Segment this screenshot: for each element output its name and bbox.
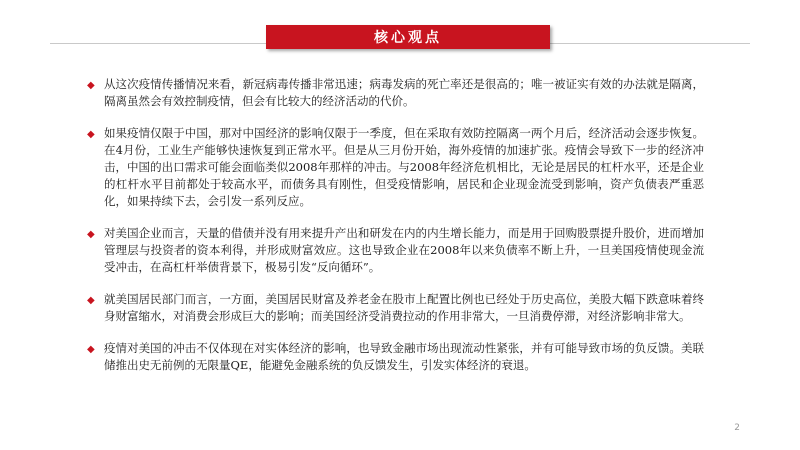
diamond-bullet-icon: ◆ [87, 344, 95, 355]
bullet-item [87, 225, 704, 276]
bullet-item [87, 291, 704, 325]
bullet-item [87, 76, 704, 110]
bullet-item [87, 340, 704, 374]
bullet-text: 对美国企业而言，天量的借债并没有用来提升产出和研发在内的内生增长能力，而是用于回购股票提升股价，进而增加管理层与投资者的资本利得，并形成财富效应。这也导致企业在2008年以来负债率不断上升，一旦美国疫情使现金流受冲击，在高杠杆举债背景下，极易引发“反向循环”。 [104, 226, 704, 274]
diamond-bullet-icon: ◆ [87, 129, 95, 140]
page-title: 核心观点 [374, 30, 442, 46]
bullet-text: 如果疫情仅限于中国，那对中国经济的影响仅限于一季度，但在采取有效防控隔离一两个月后，经济活动会逐步恢复。在4月份，工业生产能够快速恢复到正常水平。但是从三月份开始，海外疫情的加速扩张。疫情会导致下一步的经济冲击，中国的出口需求可能会面临类似2008年那样的冲击。与2008年经济危机相比，无论是居民的杠杆水平，还是企业的杠杆水平目前都处于较高水平，而债务具有刚性，但受疫情影响，居民和企业现金流受到影响，资产负债表严重恶化，如果持续下去，会引发一系列反应。 [104, 126, 704, 208]
bullet-text: 从这次疫情传播情况来看，新冠病毒传播非常迅速；病毒发病的死亡率还是很高的；唯一被证实有效的办法就是隔离，隔离虽然会有效控制疫情，但会有比较大的经济活动的代价。 [104, 77, 704, 108]
bullet-item [87, 125, 704, 210]
page-number: 2 [734, 423, 740, 433]
bullet-list [87, 76, 704, 389]
bullet-text: 就美国居民部门而言，一方面，美国居民财富及养老金在股市上配置比例也已经处于历史高位，美股大幅下跌意味着终身财富缩水，对消费会形成巨大的影响；而美国经济受消费拉动的作用非常大，一旦消费停滞，对经济影响非常大。 [104, 292, 704, 323]
diamond-bullet-icon: ◆ [87, 80, 95, 91]
title-banner [266, 25, 550, 49]
bullet-text: 疫情对美国的冲击不仅体现在对实体经济的影响，也导致金融市场出现流动性紧张，并有可能导致市场的负反馈。美联储推出史无前例的无限量QE，能避免金融系统的负反馈发生，引发实体经济的衰退。 [104, 341, 704, 372]
diamond-bullet-icon: ◆ [87, 229, 95, 240]
diamond-bullet-icon: ◆ [87, 295, 95, 306]
